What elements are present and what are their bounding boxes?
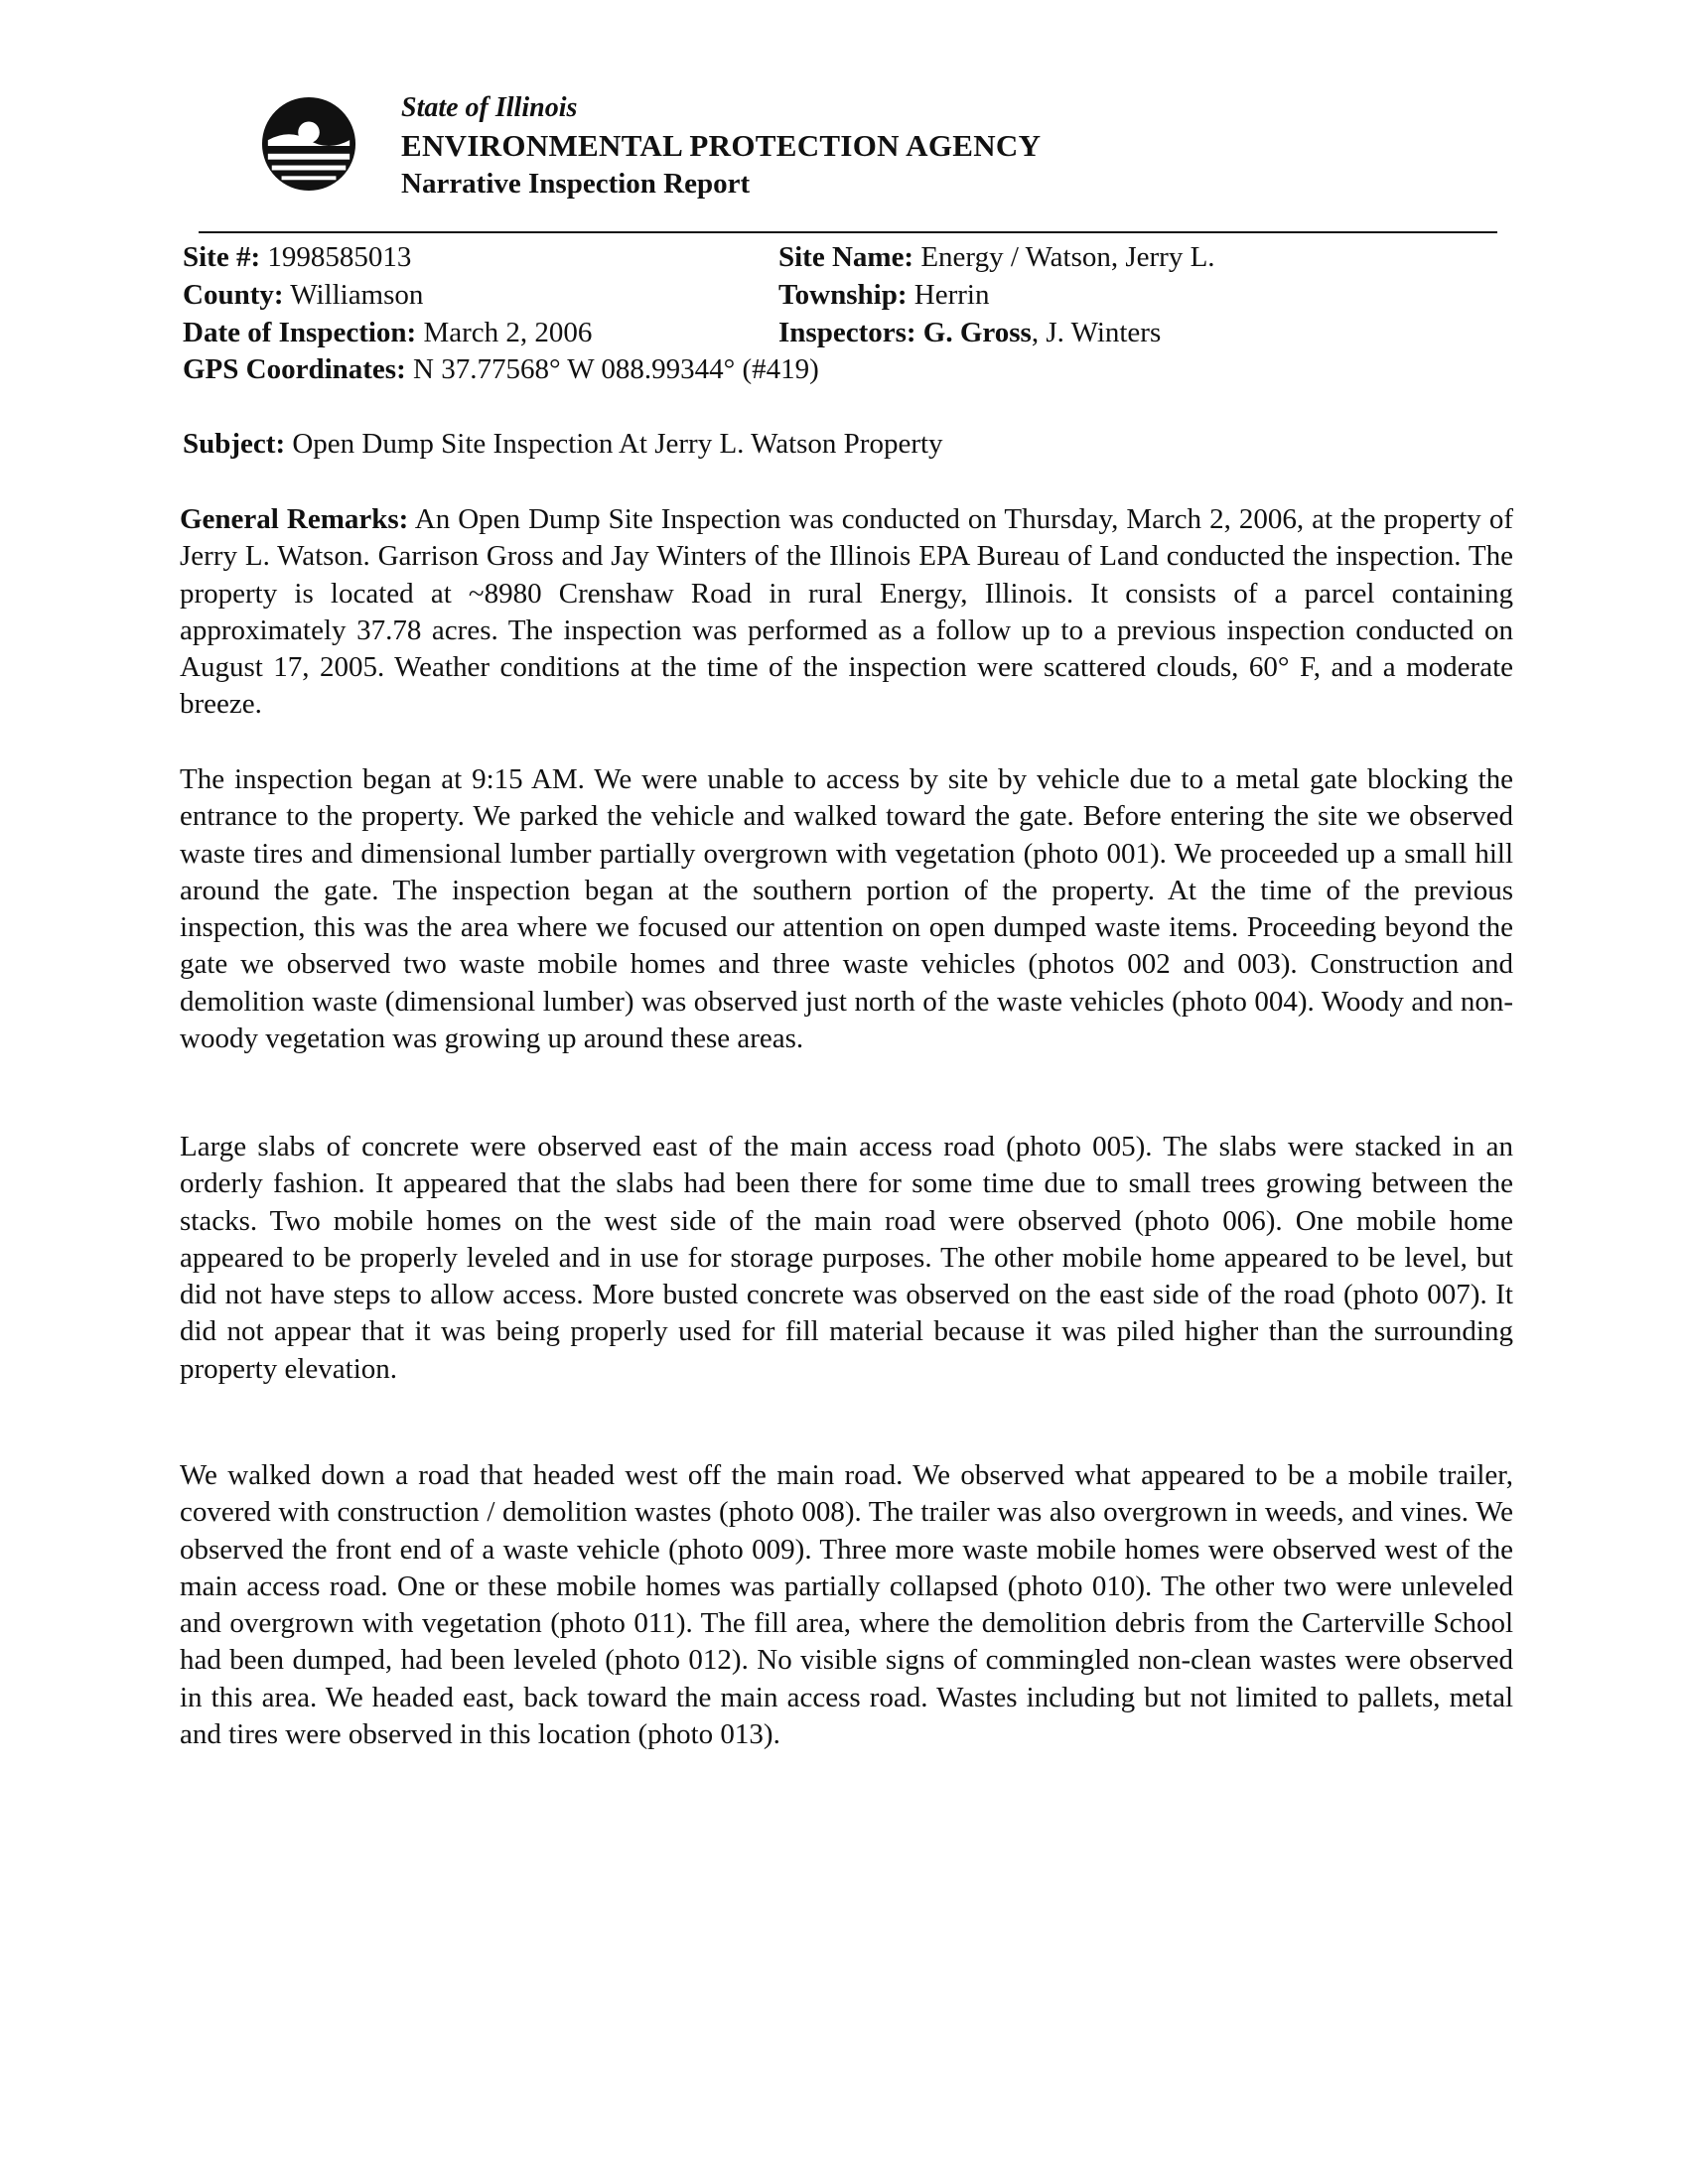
township-value: Herrin: [913, 279, 990, 311]
site-name-field: [778, 240, 1215, 274]
subject-label: Subject:: [183, 428, 286, 460]
inspection-date-value: March 2, 2006: [423, 317, 593, 348]
general-remarks-label: General Remarks:: [180, 503, 409, 535]
body-paragraph: The inspection began at 9:15 AM. We were unable to access by site by vehicle due to a metal gate blocking the entrance to the property. We parked the vehicle and walked toward the gate. Before entering the site we observed waste tires and dimensional lumber partially overgrown with vegetation (photo 001). We proceeded up a small hill around the gate. The inspection began at the southern portion of the property. At the time of the previous inspection, this was the area where we focused our attention on open dumped waste items. Proceeding beyond the gate we observed two waste mobile homes and three waste vehicles (photos 002 and 003). Construction and demolition waste (dimensional lumber) was observed just north of the waste vehicles (photo 004). Woody and non-woody vegetation was growing up around these areas.: [180, 763, 1513, 1055]
body-paragraph: Large slabs of concrete were observed east of the main access road (photo 005). The slabs were stacked in an orderly fashion. It appeared that the slabs had been there for some time due to small trees growing between the stacks. Two mobile homes on the west side of the main road were observed (photo 006). One mobile home appeared to be properly leveled and in use for storage purposes. The other mobile home appeared to be level, but did not have steps to allow access. More busted concrete was observed on the east side of the road (photo 007). It did not appear that it was being properly used for fill material because it was piled higher than the surrounding property elevation.: [180, 1131, 1513, 1385]
body-paragraph: We walked down a road that headed west off the main road. We observed what appeared to be a mobile trailer, covered with construction / demolition wastes (photo 008). The trailer was also overgrown in weeds, and vines. We observed the front end of a waste vehicle (photo 009). Three more waste mobile homes were observed west of the main access road. One or these mobile homes was partially collapsed (photo 010). The other two were unleveled and overgrown with vegetation (photo 011). The fill area, where the demolition debris from the Carterville School had been dumped, had been leveled (photo 012). No visible signs of commingled non-clean wastes were observed in this area. We headed east, back toward the main access road. Wastes including but not limited to pallets, metal and tires were observed in this location (photo 013).: [180, 1459, 1513, 1751]
inspectors-field: [778, 316, 1161, 349]
site-name-label: Site Name:: [778, 241, 914, 273]
inspection-date-label: Date of Inspection:: [183, 317, 417, 348]
site-number-label: Site #:: [183, 241, 261, 273]
gps-field: [183, 352, 819, 386]
site-number-value: 1998585013: [267, 241, 412, 273]
illinois-epa-logo-icon: [260, 95, 357, 193]
township-label: Township:: [778, 279, 908, 311]
agency-name: ENVIRONMENTAL PROTECTION AGENCY: [401, 128, 1042, 163]
report-type: Narrative Inspection Report: [401, 168, 751, 200]
subject-text: Open Dump Site Inspection At Jerry L. Watson Property: [292, 428, 943, 460]
inspectors-value-bold: G. Gross: [922, 317, 1032, 348]
gps-value: N 37.77568° W 088.99344° (#419): [413, 353, 819, 385]
header-divider: [199, 231, 1497, 233]
inspectors-value-rest: , J. Winters: [1031, 317, 1162, 348]
general-remarks-text: An Open Dump Site Inspection was conducted on Thursday, March 2, 2006, at the property of Jerry L. Watson. Garrison Gross and Jay Winters of the Illinois EPA Bureau of Land conducted the inspection. The property is located at ~8980 Crenshaw Road in rural Energy, Illinois. It consists of a parcel containing approximately 37.78 acres. The inspection was performed as a follow up to a previous inspection conducted on August 17, 2005. Weather conditions at the time of the inspection were scattered clouds, 60° F, and a moderate breeze.: [180, 503, 1513, 721]
county-label: County:: [183, 279, 284, 311]
general-remarks-paragraph: [180, 501, 1513, 724]
county-field: [183, 278, 423, 312]
inspection-date-field: [183, 316, 592, 349]
site-number-field: [183, 240, 411, 274]
state-name: State of Illinois: [401, 92, 578, 123]
county-value: Williamson: [290, 279, 424, 311]
site-name-value: Energy / Watson, Jerry L.: [920, 241, 1215, 273]
inspectors-label: Inspectors:: [778, 317, 916, 348]
township-field: [778, 278, 989, 312]
agency-header: [401, 89, 1041, 203]
gps-label: GPS Coordinates:: [183, 353, 406, 385]
subject-line: [183, 427, 943, 461]
